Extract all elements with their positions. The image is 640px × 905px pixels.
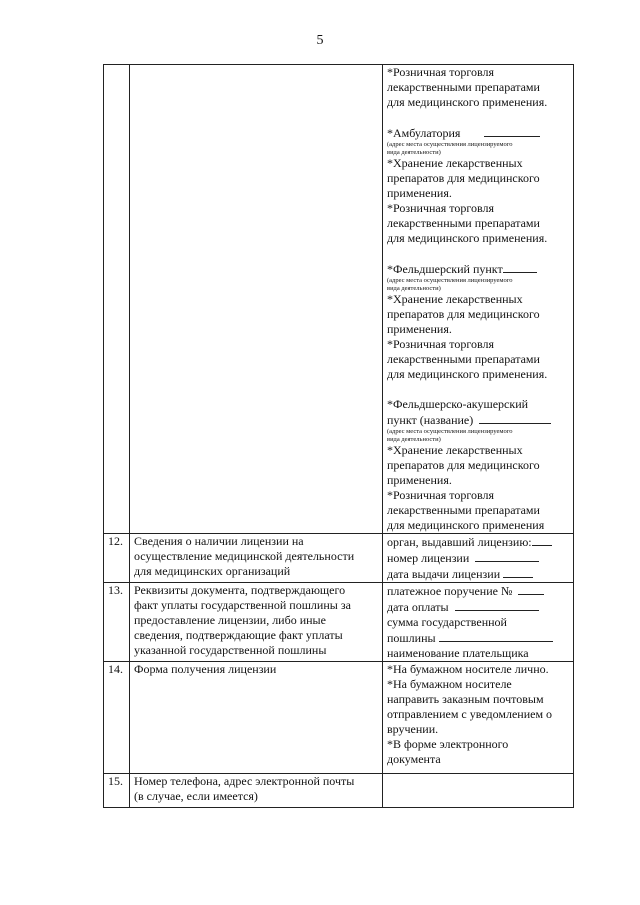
ambulatory-section xyxy=(387,125,569,141)
retail-line: для медицинского применения xyxy=(387,518,545,532)
table-row xyxy=(104,662,574,774)
contact-value-cell[interactable] xyxy=(383,774,574,808)
storage-line: применения. xyxy=(387,186,452,200)
row-name-line: указанной государственной пошлины xyxy=(134,643,327,657)
row-name-line: сведения, подтверждающие факт уплаты xyxy=(134,628,343,642)
row-name-line: Сведения о наличии лицензии на xyxy=(134,534,304,548)
table-row xyxy=(104,534,574,583)
feldsher-section xyxy=(387,261,569,277)
storage-line: препаратов для медицинского xyxy=(387,307,540,321)
table-row xyxy=(104,583,574,662)
receipt-form-cell xyxy=(383,662,574,774)
retail-line: лекарственными препаратами xyxy=(387,352,540,366)
license-date-label: дата выдачи лицензии xyxy=(387,567,501,581)
fap-title-line2 xyxy=(387,412,569,428)
storage-line: препаратов для медицинского xyxy=(387,171,540,185)
row-number-cell xyxy=(104,65,130,534)
row-name-cell xyxy=(130,662,383,774)
feldsher-title: *Фельдшерский пункт xyxy=(387,262,503,276)
storage-line: применения. xyxy=(387,473,452,487)
address-note: (адрес места осуществления лицензируемого xyxy=(387,277,513,284)
row-name-line: (в случае, если имеется) xyxy=(134,789,258,803)
retail-line: лекарственными препаратами xyxy=(387,503,540,517)
fap-title: *Фельдшерско-акушерский xyxy=(387,397,529,411)
payer-name-label: наименование плательщика xyxy=(387,646,529,660)
retail-line: для медицинского применения. xyxy=(387,231,548,245)
address-note: вида деятельности) xyxy=(387,148,441,156)
payment-info-cell xyxy=(383,583,574,662)
receipt-option[interactable]: *На бумажном носителе лично. xyxy=(387,662,549,676)
address-note: вида деятельности) xyxy=(387,284,441,292)
fap-name-field[interactable] xyxy=(479,412,551,424)
table-row xyxy=(104,65,574,534)
fee-label: пошлины xyxy=(387,631,436,645)
row-name-line: осуществление медицинской деятельности xyxy=(134,549,355,563)
retail-line: *Розничная торговля xyxy=(387,488,494,502)
license-authority-label: орган, выдавший лицензию: xyxy=(387,535,532,549)
application-form-table xyxy=(103,64,574,808)
storage-line: препаратов для медицинского xyxy=(387,458,540,472)
retail-line: *Розничная торговля xyxy=(387,201,494,215)
license-authority-field[interactable] xyxy=(532,534,552,546)
table-row xyxy=(104,774,574,808)
license-authority-line xyxy=(387,534,569,550)
row-name-cell xyxy=(130,534,383,583)
license-number-label: номер лицензии xyxy=(387,551,470,565)
row-name-cell xyxy=(130,583,383,662)
activity-types-cell xyxy=(383,65,574,534)
storage-line: *Хранение лекарственных xyxy=(387,292,523,306)
row-name-line: для медицинских организаций xyxy=(134,564,291,578)
row-number: 15. xyxy=(104,774,130,808)
license-date-field[interactable] xyxy=(503,566,533,578)
ambulatory-address-field[interactable] xyxy=(484,125,540,137)
license-number-line xyxy=(387,550,569,566)
row-number: 14. xyxy=(104,662,130,774)
receipt-option-line: отправлением с уведомлением о xyxy=(387,707,553,721)
payment-order-label: платежное поручение № xyxy=(387,584,513,598)
fap-title-label: пункт (название) xyxy=(387,413,474,427)
payment-order-line xyxy=(387,583,569,599)
payment-date-label: дата оплаты xyxy=(387,600,449,614)
row-number: 12. xyxy=(104,534,130,583)
fee-line xyxy=(387,630,569,646)
receipt-option-line: направить заказным почтовым xyxy=(387,692,544,706)
payment-date-field[interactable] xyxy=(455,599,539,611)
storage-line: *Хранение лекарственных xyxy=(387,156,523,170)
row-name-cell xyxy=(130,65,383,534)
ambulatory-title: *Амбулатория xyxy=(387,126,461,140)
storage-line: применения. xyxy=(387,322,452,336)
retail-line: *Розничная торговля xyxy=(387,337,494,351)
retail-line: для медицинского применения. xyxy=(387,367,548,381)
payment-date-line xyxy=(387,599,569,615)
receipt-option[interactable]: *На бумажном носителе xyxy=(387,677,512,691)
fee-amount-field[interactable] xyxy=(439,630,553,642)
retail-line: лекарственными препаратами xyxy=(387,216,540,230)
license-info-cell xyxy=(383,534,574,583)
address-note: (адрес места осуществления лицензируемого xyxy=(387,141,513,148)
pharmacy-retail-line: для медицинского применения. xyxy=(387,95,548,109)
license-number-field[interactable] xyxy=(475,550,539,562)
payment-order-field[interactable] xyxy=(518,583,544,595)
license-date-line xyxy=(387,566,569,582)
page-number: 5 xyxy=(316,33,324,48)
pharmacy-retail-line: лекарственными препаратами xyxy=(387,80,540,94)
receipt-option[interactable]: *В форме электронного xyxy=(387,737,509,751)
receipt-option-line: документа xyxy=(387,752,441,766)
storage-line: *Хранение лекарственных xyxy=(387,443,523,457)
row-name-line: предоставление лицензии, либо иные xyxy=(134,613,326,627)
row-name-line: Реквизиты документа, подтверждающего xyxy=(134,583,346,597)
receipt-option-line: вручении. xyxy=(387,722,439,736)
feldsher-address-field[interactable] xyxy=(503,261,537,273)
fee-amount-label: сумма государственной xyxy=(387,615,507,629)
row-name-line: факт уплаты государственной пошлины за xyxy=(134,598,351,612)
row-name-line: Номер телефона, адрес электронной почты xyxy=(134,774,355,788)
row-number: 13. xyxy=(104,583,130,662)
row-name-line: Форма получения лицензии xyxy=(134,662,277,676)
address-note: вида деятельности) xyxy=(387,435,441,443)
row-name-cell xyxy=(130,774,383,808)
pharmacy-retail-line: *Розничная торговля xyxy=(387,65,494,79)
address-note: (адрес места осуществления лицензируемого xyxy=(387,428,513,435)
